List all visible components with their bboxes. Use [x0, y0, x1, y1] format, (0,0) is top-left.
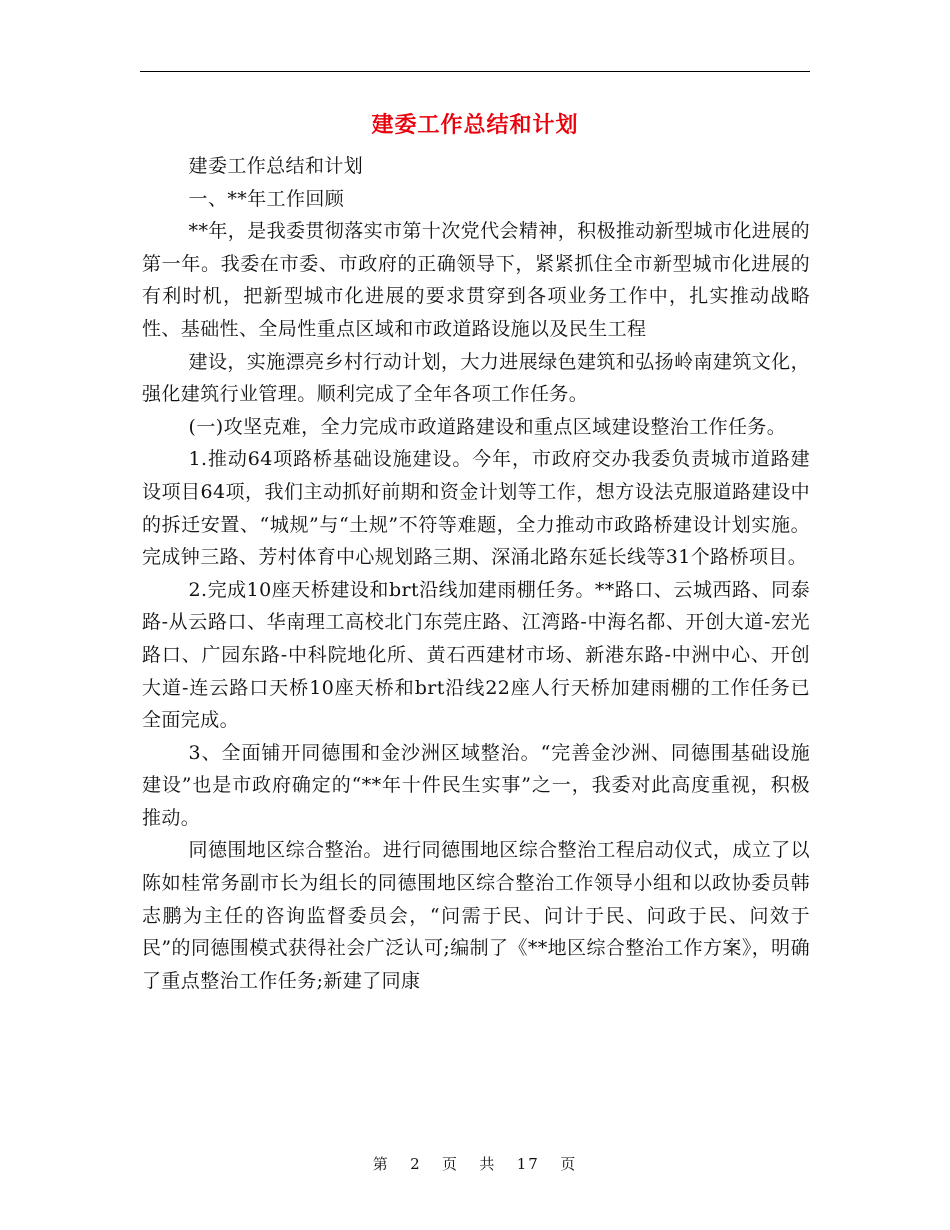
footer-current-page: 2: [410, 1155, 422, 1173]
paragraph-subtitle: 建委工作总结和计划: [188, 155, 364, 177]
paragraph: 同德围地区综合整治。进行同德围地区综合整治工程启动仪式，成立了以陈如桂常务副市长为组长的同德围地区综合整治工作领导小组和以政协委员韩志鹏为主任的咨询监督委员会，“问需于民、问计于民、问政于民、问效于民”的同德围模式获得社会广泛认可;编制了《**地区综合整治工作方案》，明确了重点整治工作任务;新建了同康: [142, 839, 810, 992]
footer-label-page: 第: [372, 1155, 390, 1173]
footer-total-pages: 17: [516, 1155, 540, 1173]
footer-label-total: 共: [479, 1155, 497, 1173]
document-title: 建委工作总结和计划: [371, 112, 579, 138]
paragraph: **年，是我委贯彻落实市第十次党代会精神，积极推动新型城市化进展的第一年。我委在市委、市政府的正确领导下，紧紧抓住全市新型城市化进展的有利时机，把新型城市化进展的要求贯穿到各项业务工作中，扎实推动战略性、基础性、全局性重点区域和市政道路设施以及民生工程: [142, 220, 810, 340]
section-heading: 一、**年工作回顾: [188, 187, 345, 210]
subsection-heading: (一)攻坚克难，全力完成市政道路建设和重点区域建设整治工作任务。: [188, 415, 787, 438]
footer-label-unit: 页: [442, 1155, 460, 1173]
paragraph: 3、全面铺开同德围和金沙洲区域整治。“完善金沙洲、同德围基础设施建设”也是市政府确定的“**年十件民生实事”之一，我委对此高度重视，积极推动。: [142, 741, 810, 829]
page-footer: [0, 1152, 950, 1176]
document-body: [142, 150, 810, 997]
paragraph: 建设，实施漂亮乡村行动计划，大力进展绿色建筑和弘扬岭南建筑文化，强化建筑行业管理。顺利完成了全年各项工作任务。: [142, 350, 810, 406]
footer-label-unit-end: 页: [560, 1155, 578, 1173]
header-rule: [140, 71, 810, 72]
paragraph: 1.推动64项路桥基础设施建设。今年，市政府交办我委负责城市道路建设项目64项，我们主动抓好前期和资金计划等工作，想方设法克服道路建设中的拆迁安置、“城规”与“土规”不符等难题，全力推动市政路桥建设计划实施。完成钟三路、芳村体育中心规划路三期、深涌北路东延长线等31个路桥项目。: [142, 448, 810, 569]
paragraph: 2.完成10座天桥建设和brt沿线加建雨棚任务。**路口、云城西路、同泰路-从云路口、华南理工高校北门东莞庄路、江湾路-中海名都、开创大道-宏光路口、广园东路-中科院地化所、黄石西建材市场、新港东路-中洲中心、开创大道-连云路口天桥10座天桥和brt沿线22座人行天桥加建雨棚的工作任务已全面完成。: [142, 578, 810, 732]
